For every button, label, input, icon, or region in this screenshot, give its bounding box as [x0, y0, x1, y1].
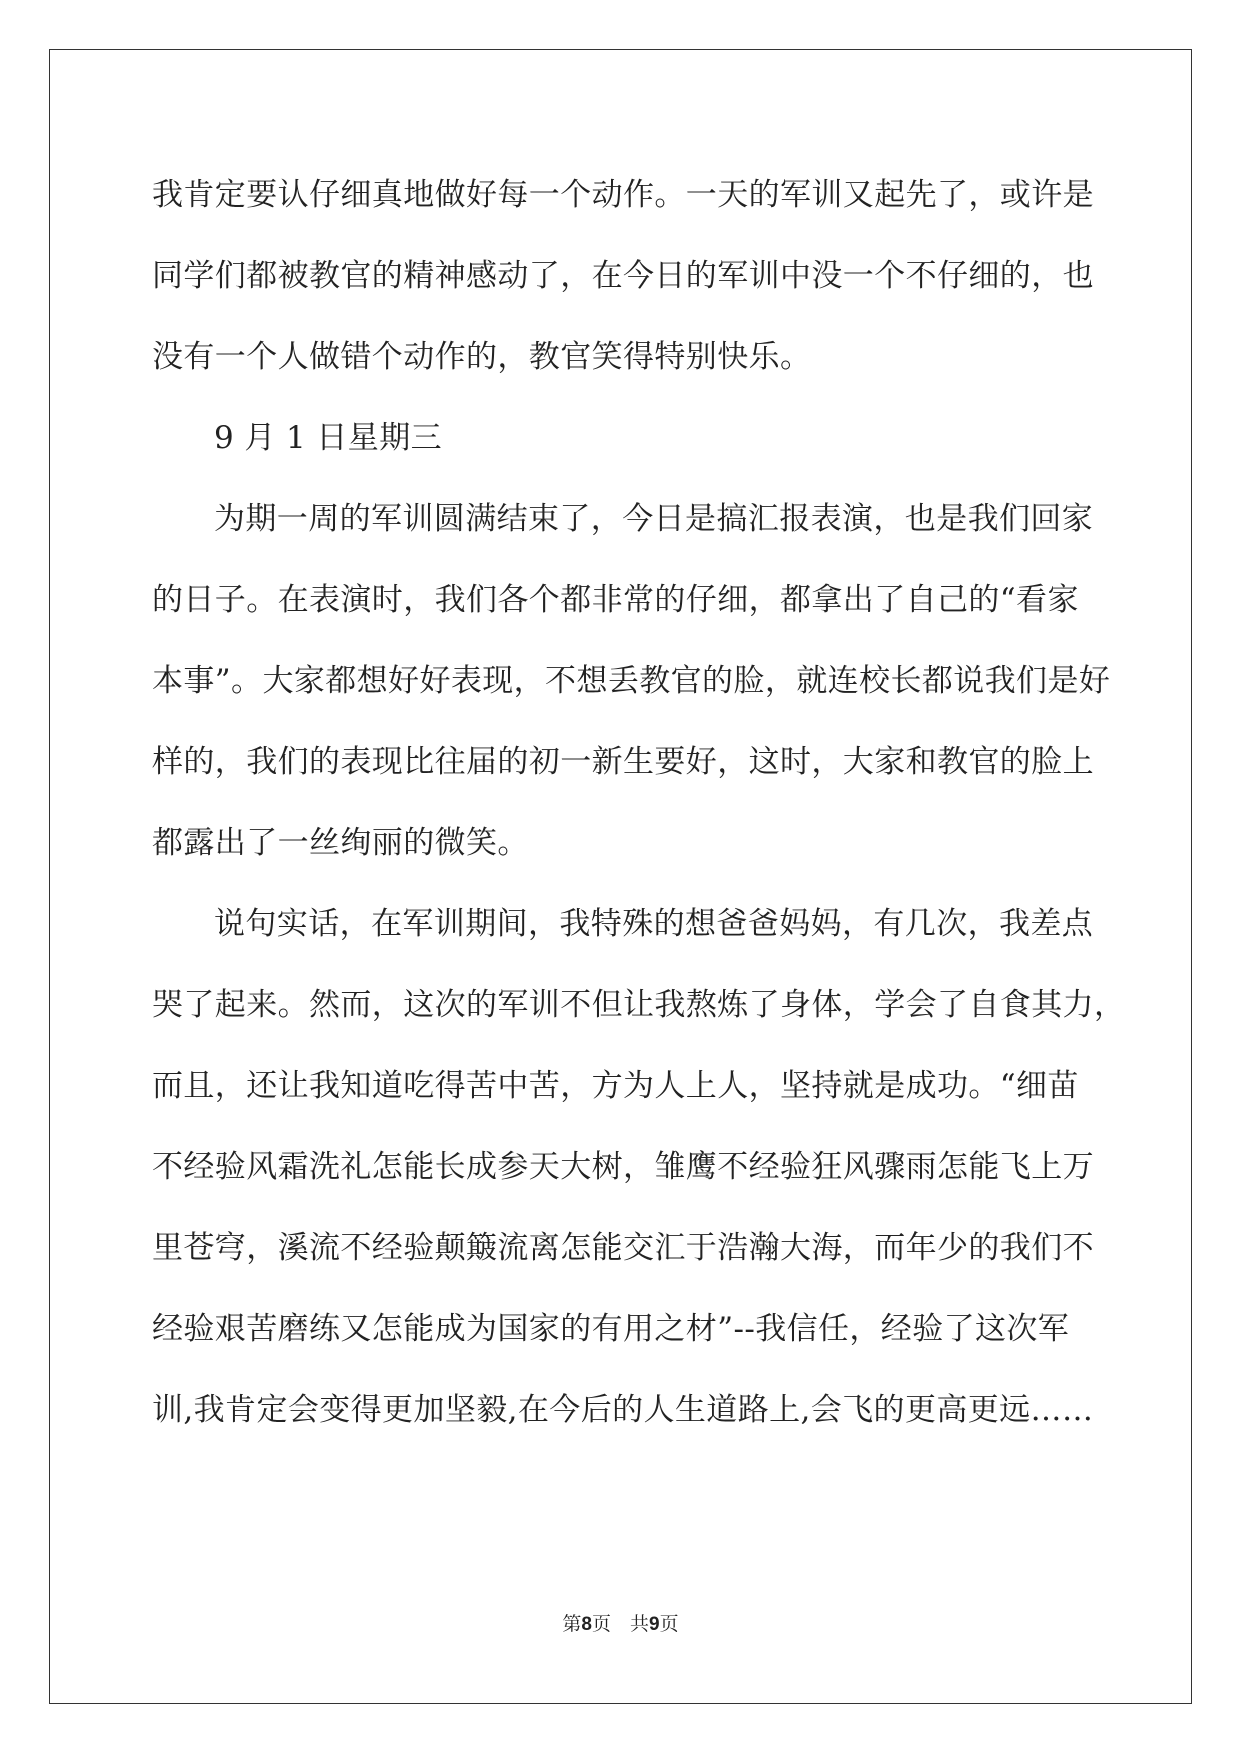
text-line: 说句实话，在军训期间，我特殊的想爸爸妈妈，有几次，我差点	[214, 906, 1094, 942]
current-page-number: 8	[581, 1614, 592, 1635]
text-line: 都露出了一丝绚丽的微笑。	[152, 825, 529, 861]
text-line: 里苍穹，溪流不经验颠簸流离怎能交汇于浩瀚大海，而年少的我们不	[152, 1230, 1094, 1266]
page-label-prefix: 第	[562, 1613, 582, 1635]
text-line: 本事”。大家都想好好表现，不想丢教官的脸，就连校长都说我们是好	[152, 663, 1111, 699]
text-line: 样的，我们的表现比往届的初一新生要好，这时，大家和教官的脸上	[152, 744, 1094, 780]
text-line: 同学们都被教官的精神感动了，在今日的军训中没一个不仔细的，也	[152, 258, 1094, 294]
text-line: 哭了起来。然而，这次的军训不但让我熬炼了身体，学会了自食其力，	[152, 987, 1126, 1023]
page-number-footer	[0, 1609, 1241, 1636]
page-label-suffix: 页	[659, 1613, 679, 1635]
text-line: 经验艰苦磨练又怎能成为国家的有用之材”--我信任，经验了这次军	[152, 1311, 1070, 1347]
page-label-mid: 页 共	[591, 1613, 649, 1635]
text-line: 训,我肯定会变得更加坚毅,在今后的人生道路上,会飞的更高更远……	[152, 1392, 1094, 1428]
text-line: 的日子。在表演时，我们各个都非常的仔细，都拿出了自己的“看家	[152, 582, 1079, 618]
text-line: 而且，还让我知道吃得苦中苦，方为人上人，坚持就是成功。“细苗	[152, 1068, 1079, 1104]
text-line: 不经验风霜洗礼怎能长成参天大树，雏鹰不经验狂风骤雨怎能飞上万	[152, 1149, 1094, 1185]
text-line: 我肯定要认仔细真地做好每一个动作。一天的军训又起先了，或许是	[152, 177, 1094, 213]
text-line: 没有一个人做错个动作的，教官笑得特别快乐。	[152, 339, 812, 375]
document-body	[152, 160, 1126, 1456]
date-heading: 9 月 1 日星期三	[214, 420, 443, 456]
total-page-count: 9	[649, 1614, 660, 1635]
text-line: 为期一周的军训圆满结束了，今日是搞汇报表演，也是我们回家	[214, 501, 1094, 537]
